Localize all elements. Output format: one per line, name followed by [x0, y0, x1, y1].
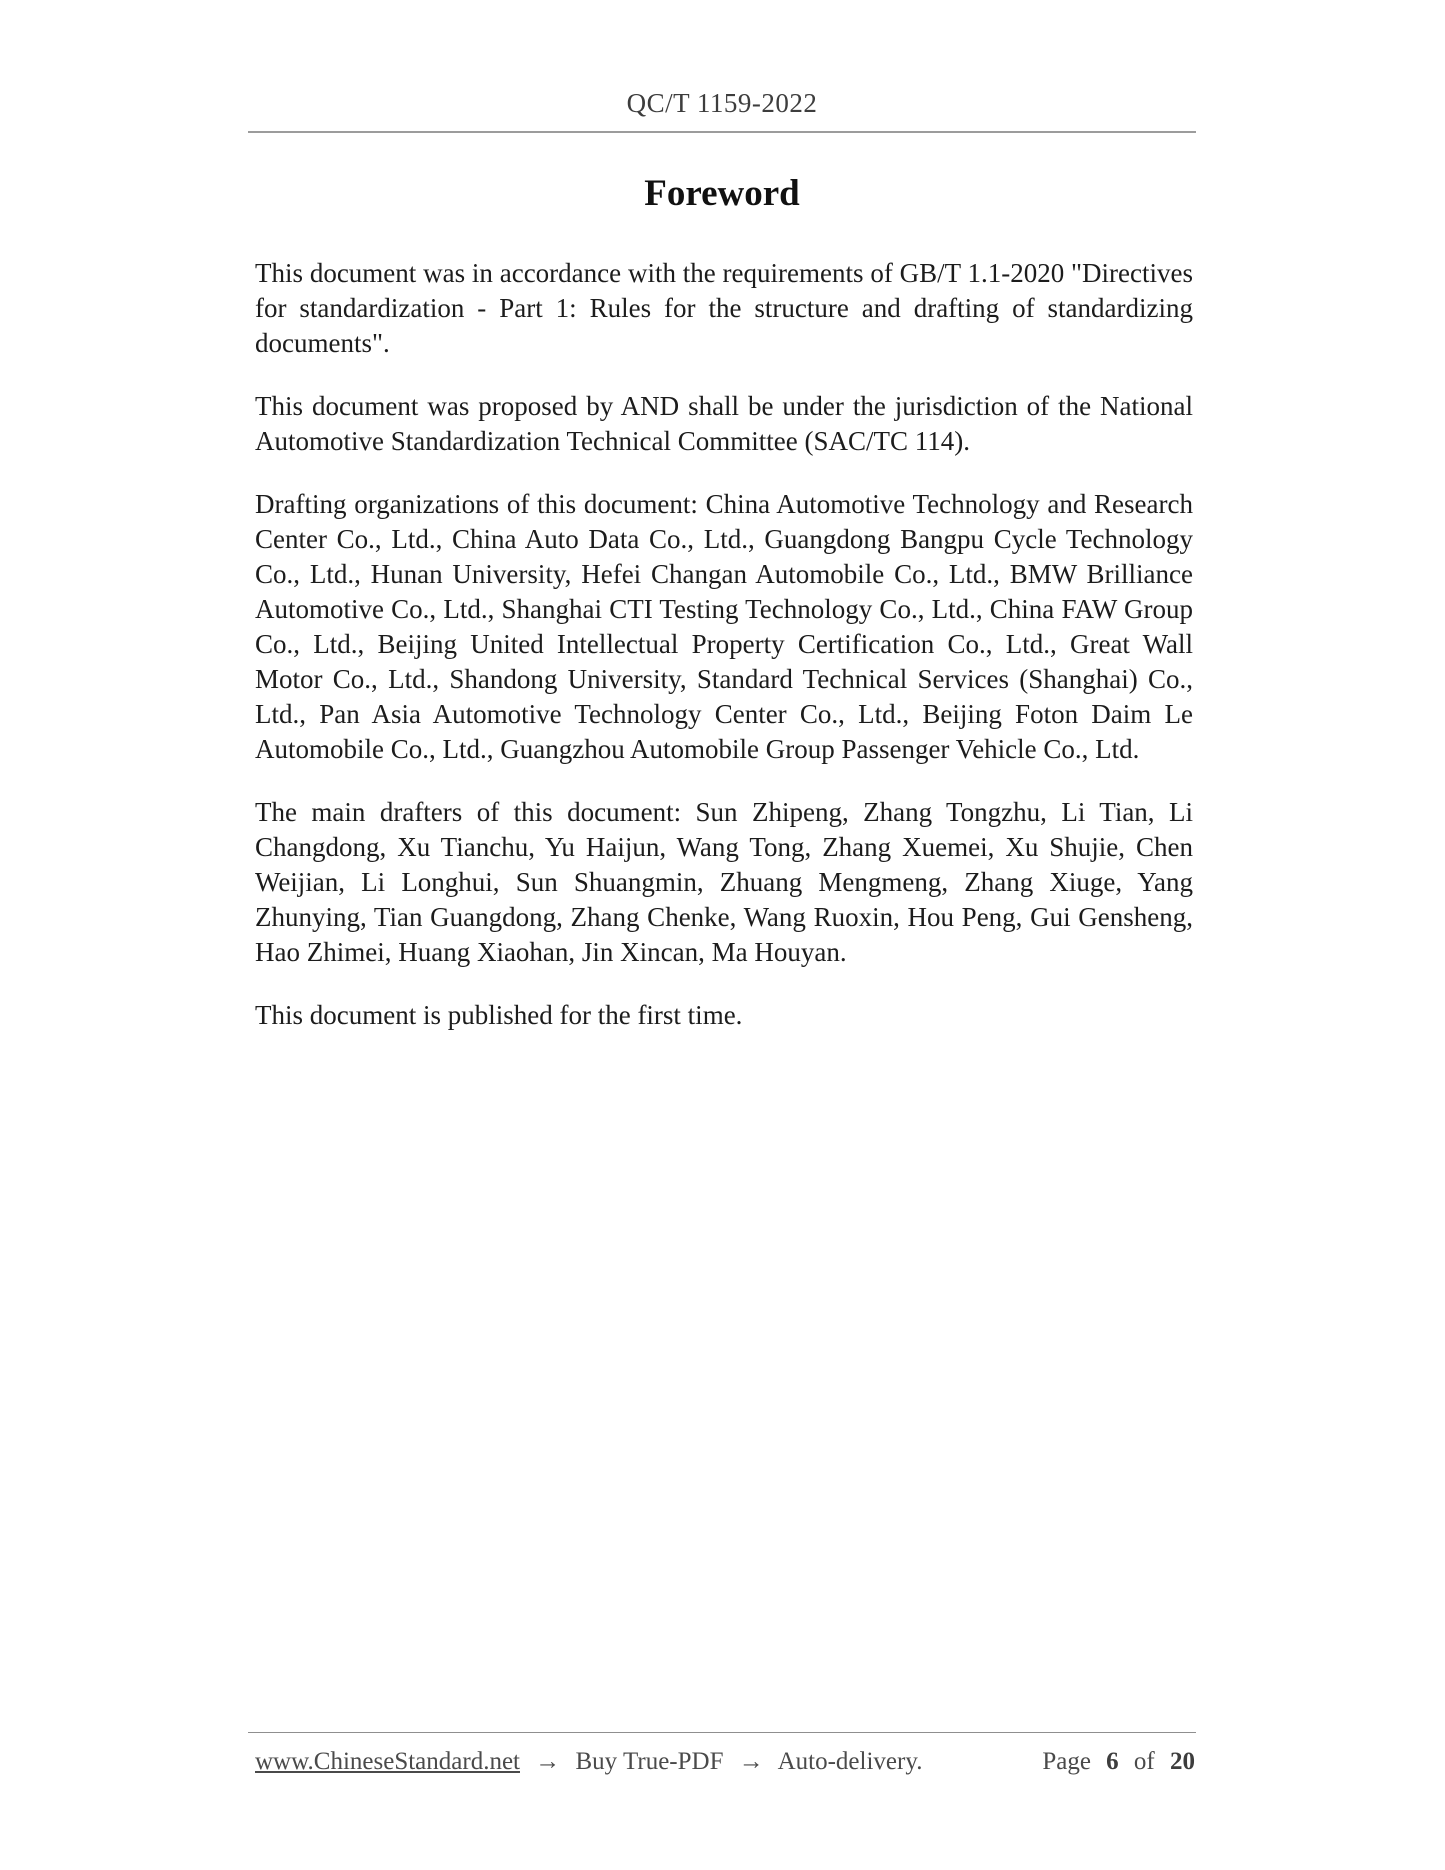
paragraph-first-publication: This document is published for the first time. [255, 1000, 743, 1030]
footer-divider [248, 1732, 1196, 1733]
footer-buy-label: Buy True-PDF [575, 1748, 724, 1775]
footer-delivery-label: Auto-delivery. [777, 1748, 923, 1775]
current-page-number: 6 [1106, 1748, 1119, 1775]
paragraph-main-drafters: The main drafters of this document: Sun Zhipeng, Zhang Tongzhu, Li Tian, Li Changdong, Xu Tianchu, Yu Haijun, Wang Tong, Zhang Xuemei, Xu Shujie, Chen Weijian, Li Longhui, Sun Shuangmin, Zhuang Mengmeng, Zhang Xiuge, Yang Zhunying, Tian Guangdong, Zhang Chenke, Wang Ruoxin, Hou Peng, Gui Gensheng, Hao Zhimei, Huang Xiaohan, Jin Xincan, Ma Houyan. [255, 797, 1193, 967]
site-link[interactable]: www.ChineseStandard.net [255, 1748, 520, 1775]
arrow-icon: → [535, 1748, 561, 1775]
page-header-doc-number: QC/T 1159-2022 [626, 88, 818, 118]
arrow-icon: → [738, 1748, 764, 1775]
paragraph-jurisdiction: This document was proposed by AND shall be under the jurisdiction of the National Automotive Standardization Technical Committee (SAC/TC 114). [255, 391, 1193, 456]
paragraph-standard-directives: This document was in accordance with the requirements of GB/T 1.1-2020 "Directives for standardization - Part 1: Rules for the structure and drafting of standardizing documents". [255, 258, 1193, 358]
page-word-label: Page [1042, 1748, 1091, 1775]
page-title: Foreword [644, 173, 800, 214]
of-word-label: of [1133, 1748, 1155, 1775]
total-page-number: 20 [1170, 1748, 1195, 1775]
page-footer [255, 1748, 1195, 1776]
foreword-body [255, 256, 1193, 1061]
footer-source-line [255, 1748, 931, 1776]
header-divider [248, 131, 1196, 133]
paragraph-drafting-organizations: Drafting organizations of this document: China Automotive Technology and Research Center Co., Ltd., China Auto Data Co., Ltd., Guangdong Bangpu Cycle Technology Co., Ltd., Hunan University, Hefei Changan Automobile Co., Ltd., BMW Brilliance Automotive Co., Ltd., Shanghai CTI Testing Technology Co., Ltd., China FAW Group Co., Ltd., Beijing United Intellectual Property Certification Co., Ltd., Great Wall Motor Co., Ltd., Shandong University, Standard Technical Services (Shanghai) Co., Ltd., Pan Asia Automotive Technology Center Co., Ltd., Beijing Foton Daim Le Automobile Co., Ltd., Guangzhou Automobile Group Passenger Vehicle Co., Ltd. [255, 489, 1193, 764]
page-number-indicator [1033, 1748, 1195, 1776]
